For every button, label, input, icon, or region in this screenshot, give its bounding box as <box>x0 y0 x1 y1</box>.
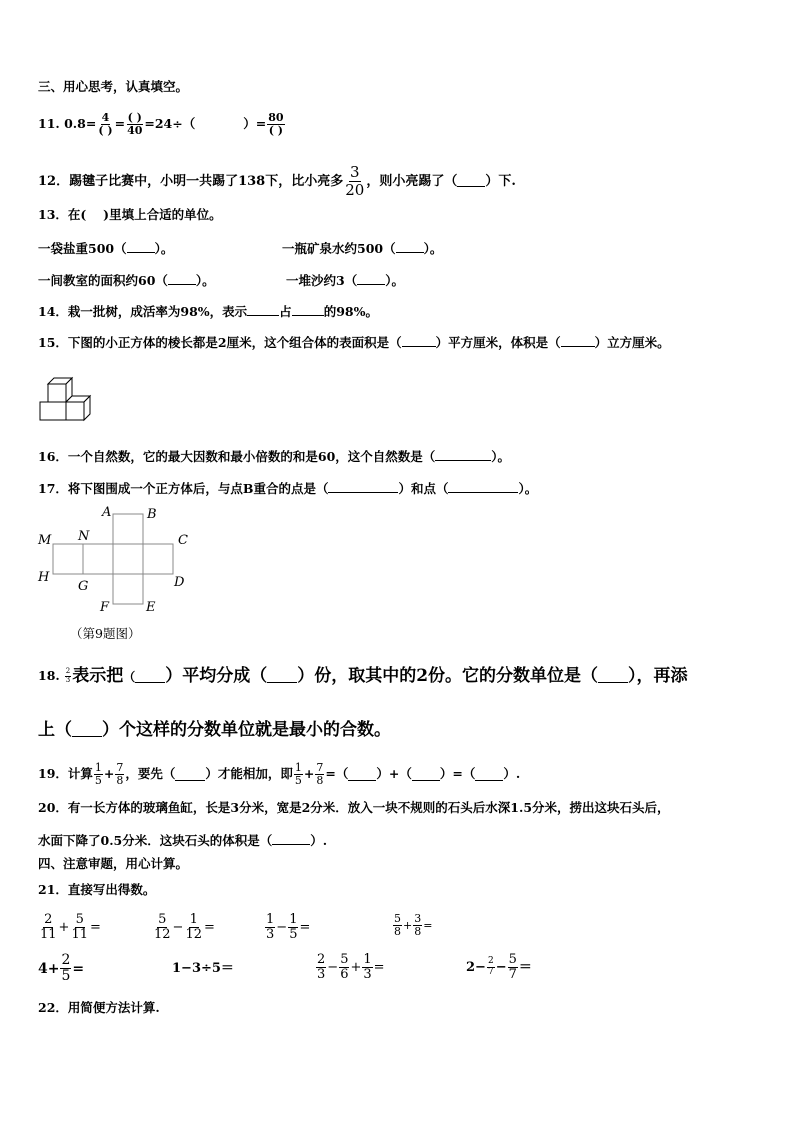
net-label-E: E <box>146 600 156 615</box>
q18-blank-4[interactable] <box>72 725 102 737</box>
q21-expr-4: 5 8 + $\frac{3}{8}$ = <box>394 912 433 939</box>
section-4-title: 四、注意审题，用心计算。 <box>38 856 189 871</box>
q11-number: 11. <box>38 116 60 132</box>
q11-fraction-1: 4 ( ) <box>98 111 113 138</box>
q20-blank[interactable] <box>272 833 310 845</box>
q18-blank-1[interactable] <box>135 671 165 683</box>
q13-item-3: 一间教室的面积约60（ ）。 <box>38 273 215 288</box>
q11-eq2: =24÷（ <box>144 116 196 132</box>
question-17: 17．将下图围成一个正方体后，与点B重合的点是（ ）和点（ ）。 <box>38 481 538 496</box>
net-label-C: C <box>178 533 188 548</box>
q19-fraction-2: $\frac{7}{8}$ <box>116 761 124 788</box>
question-19: 19．计算 1 5 + $\frac{7}{8}$ ，要先（ ）才能相加，即 1 5 + $\frac{7}{8}$ =（ ）+（ ）=（ ）. <box>38 761 521 788</box>
net-label-H: H <box>38 570 50 585</box>
q17-blank-1[interactable] <box>328 481 398 493</box>
q21-expr-2: 5 12 − $\frac{1}{12}$ = <box>154 912 215 943</box>
net-label-N: N <box>78 529 90 544</box>
q12-text-2: ，则小亮踢了（ <box>366 173 458 189</box>
q13-item-2: 一瓶矿泉水约500（ ）。 <box>282 241 443 256</box>
q13-item-1: 一袋盐重500（ ）。 <box>38 241 174 256</box>
q14-blank-2[interactable] <box>292 304 324 316</box>
question-20-line-1: 20．有一长方体的玻璃鱼缸，长是3分米，宽是2分米．放入一块不规则的石头后水深1.5分米，捞出这块石头后， <box>38 800 670 815</box>
q21-expr-6: 1−3÷5＝ <box>172 961 234 976</box>
net-label-A: A <box>102 505 112 520</box>
q13-item-4: 一堆沙约3（ ）。 <box>286 273 404 288</box>
question-12 <box>38 164 516 198</box>
question-13-title: 13．在( )里填上合适的单位。 <box>38 207 222 222</box>
q13-blank-2[interactable] <box>396 241 424 253</box>
question-22-title: 22．用简便方法计算. <box>38 1000 160 1015</box>
q21-expr-1: 2 11 + $\frac{5}{11}$ = <box>40 912 101 943</box>
figure-caption: （第9题图） <box>70 626 141 641</box>
q19-fraction-1: 1 5 <box>94 761 102 788</box>
q15-blank-1[interactable] <box>402 335 436 347</box>
q13-blank-3[interactable] <box>168 273 196 285</box>
q11-fraction-3: 80 ( ) <box>268 111 284 138</box>
net-label-D: D <box>174 575 185 590</box>
q16-blank[interactable] <box>435 449 491 461</box>
q11-close: ）= <box>243 116 267 132</box>
question-21-title: 21．直接写出得数。 <box>38 882 156 897</box>
q19-fraction-3: 1 5 <box>294 761 302 788</box>
q18-blank-3[interactable] <box>598 671 628 683</box>
q15-blank-2[interactable] <box>561 335 595 347</box>
net-label-F: F <box>100 600 110 615</box>
q19-blank-3[interactable] <box>412 769 440 781</box>
q14-blank-1[interactable] <box>247 304 279 316</box>
q17-blank-2[interactable] <box>448 481 518 493</box>
q12-text: 12．踢毽子比赛中，小明一共踢了138下，比小亮多 <box>38 173 344 189</box>
q19-blank-2[interactable] <box>348 769 376 781</box>
question-18-line-1: 18. 2 3 表示把 （ ）平均分成（ ）份，取其中的2份。它的分数单位是（ ），再添 <box>38 666 688 686</box>
question-14: 14．栽一批树，成活率为98%，表示 占 的98%。 <box>38 304 378 319</box>
q21-expr-7: 2 3 − $\frac{5}{6}$ + $\frac{1}{3}$ = <box>317 952 385 983</box>
question-16: 16．一个自然数，它的最大因数和最小倍数的和是60，这个自然数是（ ）。 <box>38 449 511 464</box>
q11-text: 0.8= <box>64 116 97 132</box>
net-label-G: G <box>78 579 89 594</box>
q12-text-3: ）下. <box>485 173 516 189</box>
q19-fraction-4: $\frac{7}{8}$ <box>316 761 324 788</box>
q13-blank-1[interactable] <box>127 241 155 253</box>
section-3-title: 三、用心思考，认真填空。 <box>38 79 189 94</box>
q12-fraction: 3 20 <box>345 163 365 199</box>
question-15: 15．下图的小正方体的棱长都是2厘米，这个组合体的表面积是（ ）平方厘米，体积是（ ）立方厘米。 <box>38 335 670 350</box>
q11-fraction-2: ( ) 40 <box>127 111 143 138</box>
question-11 <box>38 112 286 137</box>
net-label-B: B <box>147 507 157 522</box>
q11-eq: = <box>114 116 126 132</box>
q21-expr-8: 2− $\frac{2}{7}$ − $\frac{5}{7}$ ＝ <box>466 952 532 983</box>
q18-fraction: 2 3 <box>65 667 71 684</box>
q19-blank-1[interactable] <box>175 769 205 781</box>
cube-stack-figure <box>38 370 94 426</box>
q12-blank[interactable] <box>457 175 485 187</box>
net-label-M: M <box>38 533 52 548</box>
question-20-line-2: 水面下降了0.5分米．这块石头的体积是（ ）. <box>38 833 328 848</box>
q13-blank-4[interactable] <box>357 273 385 285</box>
cube-net-figure <box>52 512 178 608</box>
q21-expr-3: 1 3 − $\frac{1}{5}$ = <box>266 912 311 943</box>
q19-blank-4[interactable] <box>475 769 503 781</box>
q18-blank-2[interactable] <box>267 671 297 683</box>
question-18-line-2: 上（ ）个这样的分数单位就是最小的合数。 <box>38 720 391 740</box>
q21-expr-5: 4+ $\frac{2}{5}$ = <box>38 952 85 985</box>
